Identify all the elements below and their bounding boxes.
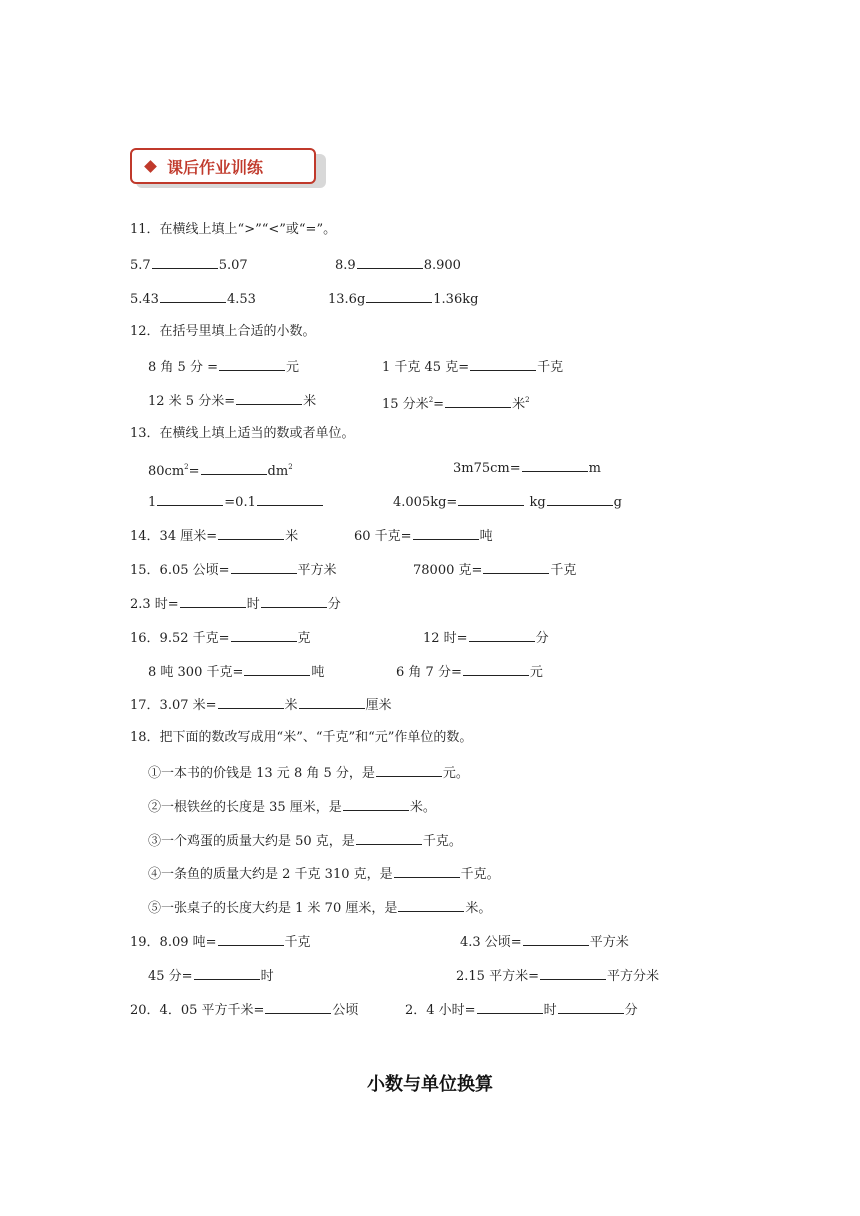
q16-a: 16．9.52 千克= 克 <box>130 627 311 649</box>
answer-blank[interactable] <box>218 525 284 540</box>
q19-d: 2.15 平方米= 平方分米 <box>456 965 659 987</box>
q15-c: 2.3 时= 时 分 <box>130 593 341 615</box>
answer-blank[interactable] <box>231 627 297 642</box>
q13-d: 4.005kg= kg g <box>393 491 622 513</box>
answer-blank[interactable] <box>218 694 284 709</box>
answer-blank[interactable] <box>219 356 285 371</box>
answer-blank[interactable] <box>463 661 529 676</box>
q13-a: $80cm^2= dm^2$ <box>148 457 293 482</box>
answer-blank[interactable] <box>445 393 511 408</box>
answer-blank[interactable] <box>194 965 260 980</box>
q20-a: 20．4．05 平方千米= 公顷 <box>130 999 358 1021</box>
section-banner <box>130 148 320 188</box>
q11-r1b: 8.9 8.900 <box>335 254 461 276</box>
answer-blank[interactable] <box>236 390 302 405</box>
q11-r2a: 5.43 4.53 <box>130 288 256 310</box>
answer-blank[interactable] <box>160 288 226 303</box>
answer-blank[interactable] <box>540 965 606 980</box>
answer-blank[interactable] <box>299 694 365 709</box>
answer-blank[interactable] <box>376 762 442 777</box>
answer-blank[interactable] <box>470 356 536 371</box>
q12-d: 15 分米$^2$= 米$^2$ <box>382 390 530 415</box>
q20-b: 2．4 小时= 时 分 <box>405 999 638 1021</box>
q16-d: 6 角 7 分= 元 <box>396 661 543 683</box>
q15-b: 78000 克= 千克 <box>413 559 576 581</box>
answer-blank[interactable] <box>180 593 246 608</box>
answer-blank[interactable] <box>469 627 535 642</box>
answer-blank[interactable] <box>523 931 589 946</box>
answer-blank[interactable] <box>343 796 409 811</box>
q15-a: 15．6.05 公顷= 平方米 <box>130 559 337 581</box>
answer-blank[interactable] <box>201 460 267 475</box>
q19-b: 4.3 公顷= 平方米 <box>460 931 629 953</box>
q13-c: 1 =0.1 <box>148 491 324 513</box>
answer-blank[interactable] <box>398 897 464 912</box>
answer-blank[interactable] <box>357 254 423 269</box>
answer-blank[interactable] <box>152 254 218 269</box>
answer-blank[interactable] <box>394 863 460 878</box>
q16-b: 12 时= 分 <box>423 627 549 649</box>
q16-c: 8 吨 300 千克= 吨 <box>148 661 324 683</box>
answer-blank[interactable] <box>558 999 624 1014</box>
answer-blank[interactable] <box>265 999 331 1014</box>
answer-blank[interactable] <box>547 491 613 506</box>
diamond-icon <box>144 160 157 173</box>
answer-blank[interactable] <box>244 661 310 676</box>
answer-blank[interactable] <box>413 525 479 540</box>
q12-b: 1 千克 45 克= 千克 <box>382 356 563 378</box>
q12-heading: 12．在括号里填上合适的小数。 <box>130 324 316 339</box>
answer-blank[interactable] <box>366 288 432 303</box>
q19-c: 45 分= 时 <box>148 965 274 987</box>
answer-blank[interactable] <box>231 559 297 574</box>
q14-b: 60 千克= 吨 <box>354 525 493 547</box>
q11-r2b: 13.6g 1.36kg <box>328 288 478 310</box>
q12-c: 12 米 5 分米= 米 <box>148 390 316 412</box>
answer-blank[interactable] <box>458 491 524 506</box>
footer-title: 小数与单位换算 <box>367 1074 493 1095</box>
answer-blank[interactable] <box>356 830 422 845</box>
answer-blank[interactable] <box>157 491 223 506</box>
banner-title: 课后作业训练 <box>167 157 264 177</box>
answer-blank[interactable] <box>477 999 543 1014</box>
q19-a: 19．8.09 吨= 千克 <box>130 931 311 953</box>
q13-heading: 13．在横线上填上适当的数或者单位。 <box>130 426 355 441</box>
banner-box <box>130 148 316 184</box>
answer-blank[interactable] <box>522 457 588 472</box>
q11-heading: 11．在横线上填上“>”“<”或“=”。 <box>130 222 337 237</box>
answer-blank[interactable] <box>257 491 323 506</box>
answer-blank[interactable] <box>218 931 284 946</box>
answer-blank[interactable] <box>261 593 327 608</box>
answer-blank[interactable] <box>483 559 549 574</box>
q11-r1a: 5.7 5.07 <box>130 254 248 276</box>
q17: 17．3.07 米= 米 厘米 <box>130 694 392 716</box>
q12-a: 8 角 5 分 = 元 <box>148 356 299 378</box>
q13-b: 3m75cm= m <box>453 457 601 479</box>
q14-a: 14．34 厘米= 米 <box>130 525 298 547</box>
q18-heading: 18．把下面的数改写成用“米”、“千克”和“元”作单位的数。 <box>130 730 473 745</box>
